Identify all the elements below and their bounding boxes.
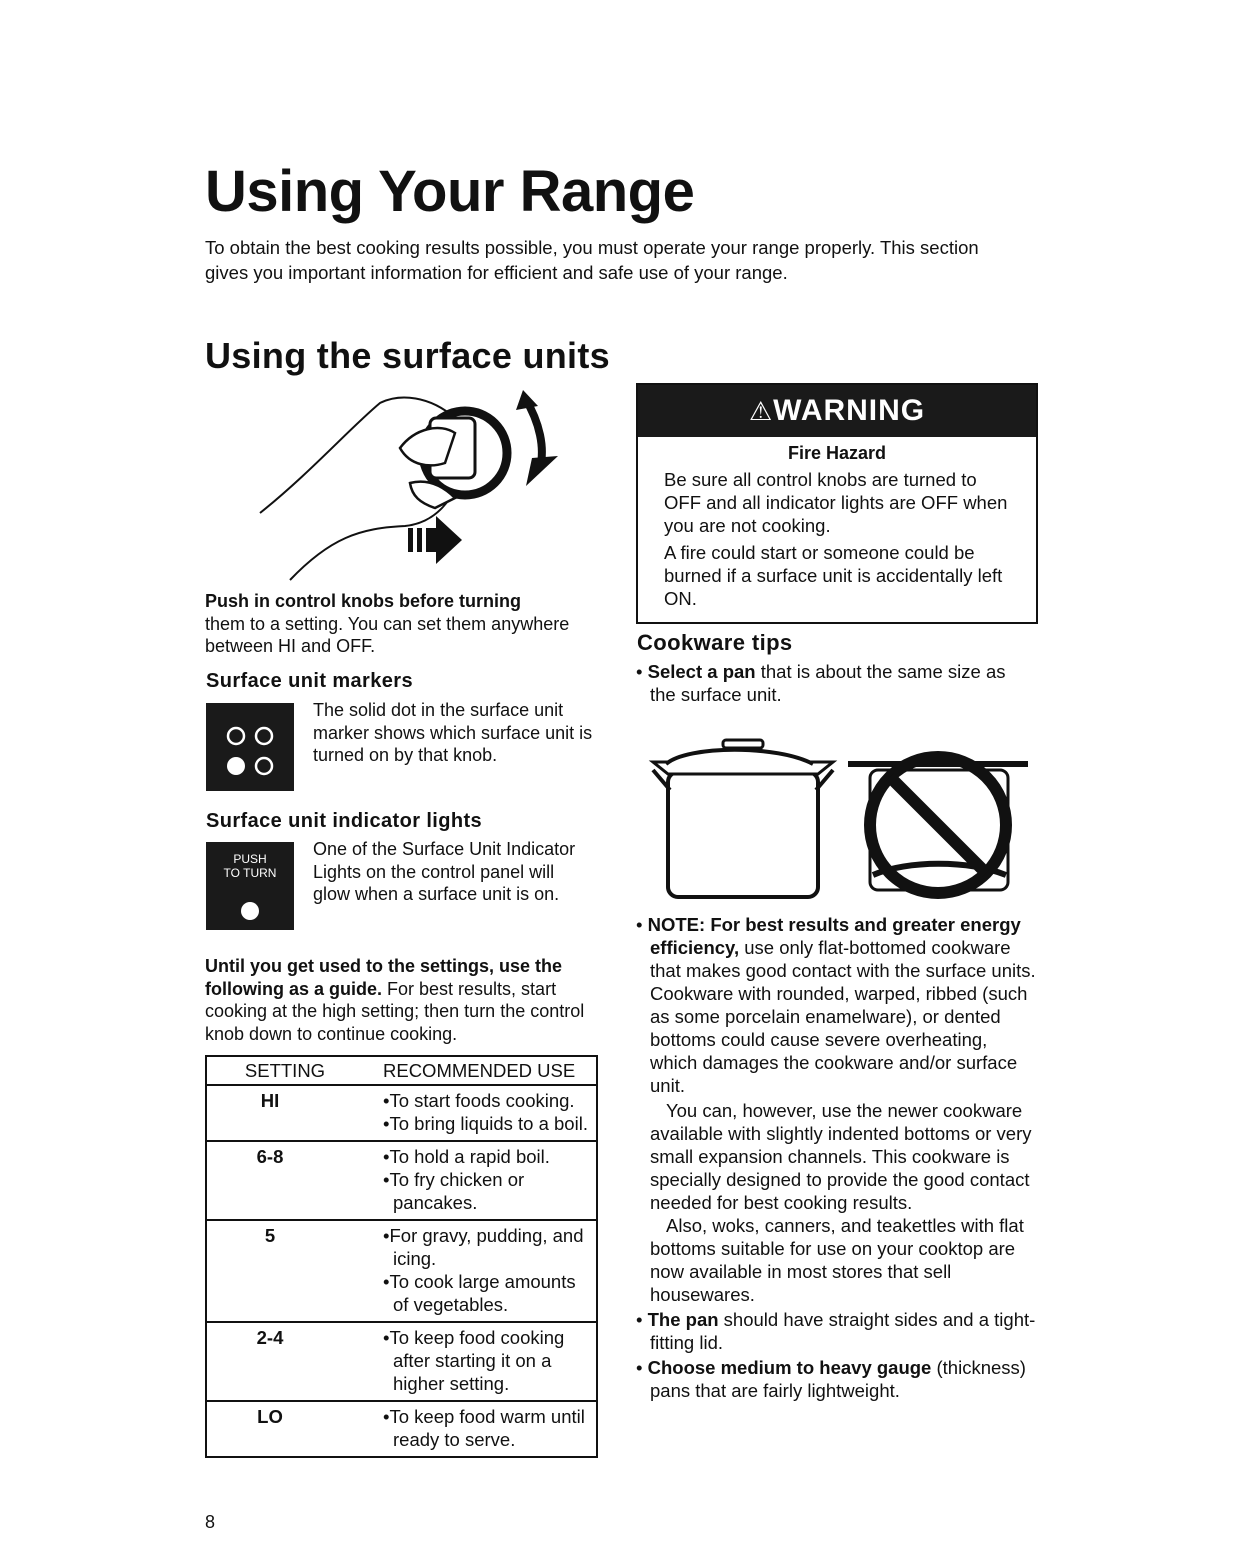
guide-lead: Until you get used to the settings, use the following as a guide. — [205, 956, 563, 999]
use-cell — [379, 1085, 597, 1141]
warning-paragraph-2: A fire could start or someone could be burned if a surface unit is accidentally left ON. — [664, 542, 1003, 609]
use-cell — [379, 1141, 597, 1220]
use-line: •For gravy, pudding, and icing. — [383, 1225, 584, 1269]
setting-cell: 6-8 — [206, 1141, 379, 1220]
bullet-item: • The pan should have straight sides and a tight-fitting lid. — [636, 1309, 1036, 1353]
bullet-text: should have straight sides and a tight-fitting lid. — [650, 1309, 1036, 1353]
warning-box — [636, 383, 1038, 624]
use-line: •To start foods cooking. — [383, 1090, 575, 1111]
warning-paragraph-1: Be sure all control knobs are turned to OFF and all indicator lights are OFF when you are not cooking. — [664, 469, 1008, 536]
page-number: 8 — [205, 1512, 216, 1532]
setting-cell: 2-4 — [206, 1322, 379, 1401]
good-pot-icon — [653, 740, 833, 897]
indicator-dot-icon — [241, 902, 259, 920]
use-line: •To keep food warm until ready to serve. — [383, 1406, 585, 1450]
cookware-bullets-rest — [636, 913, 1036, 1404]
bullet-text: use only flat-bottomed cookware that makes good contact with the surface units. Cookware with rounded, warped, ribbed (such as some porcelain enamelware), or dented bottoms could cause severe overheating, which damages the cookware and/or surface unit. — [650, 937, 1036, 1096]
warning-subtitle: Fire Hazard — [787, 443, 887, 463]
bullet-lead: NOTE: For best results and greater energy efficiency, — [647, 914, 1021, 958]
guide-rest: For best results, start cooking at the high setting; then turn the control knob down to continue cooking. — [205, 978, 585, 1044]
surface-unit-marker-icon — [206, 703, 294, 791]
markers-heading: Surface unit markers — [206, 670, 413, 692]
indicator-heading: Surface unit indicator lights — [206, 810, 483, 832]
table-row — [206, 1220, 597, 1322]
section-title: Using the surface units — [205, 335, 610, 376]
bullet-text: that is about the same size as the surface unit. — [650, 661, 1006, 705]
knob-caption-text: them to a setting. You can set them anywhere between HI and OFF. — [205, 613, 570, 656]
pots-illustration — [648, 730, 1028, 905]
page-title: Using Your Range — [205, 159, 695, 224]
warning-header — [638, 385, 1036, 437]
bullet-lead: Select a pan — [647, 661, 756, 682]
prohibited-pot-icon — [848, 757, 1028, 893]
bullet-item: • Select a pan that is about the same size as the surface unit. — [636, 661, 1006, 705]
cookware-bullet-1 — [636, 660, 1036, 708]
col-setting: SETTING — [206, 1056, 379, 1085]
settings-table — [205, 1055, 598, 1458]
setting-cell: HI — [206, 1085, 379, 1141]
use-line: •To bring liquids to a boil. — [383, 1113, 588, 1134]
markers-text: The solid dot in the surface unit marker shows which surface unit is turned on by that knob. — [313, 700, 593, 765]
intro-paragraph: To obtain the best cooking results possible, you must operate your range properly. This section gives you important information for efficient and safe use of your range. — [205, 237, 979, 283]
indicator-turn-label: TO TURN — [223, 866, 277, 880]
push-turn-knob-illustration — [240, 388, 580, 588]
use-line: •To keep food cooking after starting it on a higher setting. — [383, 1327, 565, 1394]
warning-triangle-icon: ⚠ — [748, 396, 774, 426]
use-line: •To hold a rapid boil. — [383, 1146, 550, 1167]
col-recommended-use: RECOMMENDED USE — [379, 1056, 597, 1085]
knob-caption-lead: Push in control knobs before turning — [205, 591, 522, 611]
use-cell — [379, 1220, 597, 1322]
table-row — [206, 1085, 597, 1141]
table-row — [206, 1141, 597, 1220]
table-row — [206, 1322, 597, 1401]
indicator-push-label: PUSH — [233, 852, 267, 866]
setting-cell: LO — [206, 1401, 379, 1457]
guide-paragraph — [205, 955, 605, 1045]
warning-label: WARNING — [773, 394, 926, 427]
cookware-heading: Cookware tips — [637, 630, 793, 655]
indicator-light-icon — [206, 842, 294, 930]
table-row — [206, 1401, 597, 1457]
knob-caption — [205, 590, 575, 658]
indicator-text: One of the Surface Unit Indicator Lights on the control panel will glow when a surface unit is on. — [313, 839, 576, 904]
use-cell — [379, 1401, 597, 1457]
use-line: •To cook large amounts of vegetables. — [383, 1271, 576, 1315]
bullet-text: (thickness) pans that are fairly lightweight. — [650, 1357, 1026, 1401]
bullet-lead: Choose medium to heavy gauge — [647, 1357, 932, 1378]
bullet-item: • NOTE: For best results and greater energy efficiency, use only flat-bottomed cookware that makes good contact with the surface units. Cookware with rounded, warped, ribbed (such as some porcelain enamelware), or dented bottoms could cause severe overheating, which damages the cookware and/or surface unit. — [636, 914, 1036, 1096]
setting-cell: 5 — [206, 1220, 379, 1322]
use-cell — [379, 1322, 597, 1401]
bullet-lead: The pan — [647, 1309, 719, 1330]
bullet-item: • Choose medium to heavy gauge (thickness) pans that are fairly lightweight. — [636, 1357, 1026, 1401]
use-line: •To fry chicken or pancakes. — [383, 1169, 525, 1213]
note-paragraph-2: You can, however, use the newer cookware available with slightly indented bottoms or very small expansion channels. This cookware is specially designed to provide the good contact needed for best cooking results. — [650, 1100, 1032, 1213]
settings-table-header — [206, 1056, 597, 1085]
note-paragraph-3: Also, woks, canners, and teakettles with flat bottoms suitable for use on your cooktop are now available in most stores that sell housewares. — [650, 1215, 1024, 1305]
